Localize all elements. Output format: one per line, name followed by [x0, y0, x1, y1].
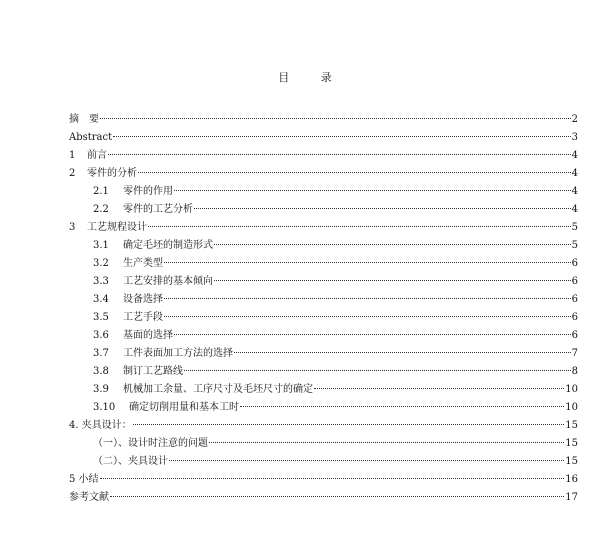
toc-entry[interactable]	[93, 400, 578, 416]
toc-entry-label: 机械加工余量、工序尺寸及毛坯尺寸的确定	[123, 384, 313, 395]
toc-entry-label: 摘 要	[69, 114, 99, 125]
toc-entry[interactable]	[69, 112, 578, 128]
toc-entry-number: 3.8	[93, 366, 109, 377]
toc-entry-label: 参考文献	[69, 492, 109, 503]
toc-entry[interactable]	[93, 310, 578, 326]
toc-entry[interactable]	[93, 202, 578, 218]
toc-entry-label: 确定切削用量和基本工时	[129, 402, 239, 413]
leader-dots	[113, 136, 570, 137]
toc-entry-number: 2.1	[93, 186, 109, 197]
toc-entry-number: 3.4	[93, 294, 109, 305]
toc-entry[interactable]	[93, 328, 578, 344]
toc-entry-page: 15	[565, 420, 578, 431]
toc-entry[interactable]	[93, 274, 578, 290]
toc-entry-number: 3.9	[93, 384, 109, 395]
toc-entry-number: 3.7	[93, 348, 109, 359]
toc-entry-label: 工件表面加工方法的选择	[123, 348, 233, 359]
toc-entry-label: 工艺规程设计	[87, 222, 147, 233]
toc-entry-label: 零件的分析	[87, 168, 137, 179]
leader-dots	[100, 118, 571, 119]
toc-entry-page: 6	[571, 294, 578, 305]
toc-title: 目 录	[278, 71, 346, 84]
leader-dots	[110, 496, 564, 497]
leader-dots	[148, 226, 571, 227]
toc-entry[interactable]	[93, 292, 578, 308]
toc-entry[interactable]	[93, 346, 578, 362]
toc-entry-page: 6	[571, 312, 578, 323]
toc-entry-page: 6	[571, 276, 578, 287]
toc-entry[interactable]	[93, 238, 578, 254]
leader-dots	[108, 154, 571, 155]
toc-entry-label: （一）、设计时注意的问题	[93, 438, 208, 449]
leader-dots	[214, 244, 571, 245]
toc-entry[interactable]	[69, 220, 578, 236]
toc-entry[interactable]	[69, 148, 578, 164]
toc-entry[interactable]	[93, 256, 578, 272]
toc-entry-page: 10	[565, 402, 578, 413]
leader-dots	[209, 442, 564, 443]
toc-entry[interactable]	[69, 130, 578, 146]
leader-dots	[133, 424, 565, 425]
toc-entry-page: 6	[571, 258, 578, 269]
toc-entry-number: 3.3	[93, 276, 109, 287]
toc-entry-number: 3.5	[93, 312, 109, 323]
toc-entry-page: 16	[565, 474, 578, 485]
toc-entry-number: 3.6	[93, 330, 109, 341]
toc-entry-page: 4	[571, 204, 578, 215]
leader-dots	[314, 388, 564, 389]
toc-entry-label: 前言	[87, 150, 107, 161]
toc-entry[interactable]	[93, 382, 578, 398]
toc-entry-number: 3.1	[93, 240, 109, 251]
leader-dots	[174, 190, 571, 191]
toc-entry[interactable]	[93, 454, 578, 470]
toc-entry-page: 4	[571, 150, 578, 161]
toc-entry-page: 2	[571, 114, 578, 125]
toc-entry-label: 4. 夹具设计：	[69, 420, 132, 431]
toc-entry-number: 1	[69, 150, 76, 161]
toc-entry-label: 工艺安排的基本倾向	[123, 276, 213, 287]
toc-entry-page: 7	[571, 348, 578, 359]
leader-dots	[174, 334, 571, 335]
toc-entry-page: 17	[565, 492, 578, 503]
toc-entry[interactable]	[69, 418, 578, 434]
toc-entry-label: 5 小结	[69, 474, 99, 485]
toc-entry[interactable]	[69, 490, 578, 506]
toc-entry-number: 2	[69, 168, 76, 179]
toc-entry-page: 6	[571, 330, 578, 341]
leader-dots	[194, 208, 571, 209]
toc-entry-label: 基面的选择	[123, 330, 173, 341]
leader-dots	[214, 280, 571, 281]
toc-entry-page: 15	[565, 456, 578, 467]
toc-entry-page: 10	[565, 384, 578, 395]
leader-dots	[164, 316, 571, 317]
toc-entry-label: 设备选择	[123, 294, 163, 305]
toc-entry-page: 5	[571, 240, 578, 251]
toc-entry-label: 工艺手段	[123, 312, 163, 323]
toc-entry-page: 15	[565, 438, 578, 449]
toc-entry-label: 确定毛坯的制造形式	[123, 240, 213, 251]
leader-dots	[100, 478, 565, 479]
toc-entry-label: 零件的工艺分析	[123, 204, 193, 215]
toc-entry-label: 生产类型	[123, 258, 163, 269]
toc-entry[interactable]	[93, 184, 578, 200]
leader-dots	[138, 172, 571, 173]
leader-dots	[184, 370, 571, 371]
leader-dots	[164, 262, 571, 263]
toc-entry-label: Abstract	[69, 132, 113, 143]
toc-entry-number: 3.2	[93, 258, 109, 269]
leader-dots	[240, 406, 564, 407]
toc-entry[interactable]	[69, 472, 578, 488]
leader-dots	[234, 352, 571, 353]
toc-entry-number: 2.2	[93, 204, 109, 215]
toc-entry-number: 3.10	[93, 402, 116, 413]
toc-entry-label: 零件的作用	[123, 186, 173, 197]
toc-entry-page: 8	[571, 366, 578, 377]
leader-dots	[164, 298, 571, 299]
toc-entry-number: 3	[69, 222, 76, 233]
toc-entry[interactable]	[69, 166, 578, 182]
toc-entry-page: 4	[571, 168, 578, 179]
toc-entry[interactable]	[93, 364, 578, 380]
toc-entry[interactable]	[93, 436, 578, 452]
toc-entry-page: 4	[571, 186, 578, 197]
toc-entry-page: 3	[571, 132, 578, 143]
toc-entry-page: 5	[571, 222, 578, 233]
toc-entry-label: （二）、夹具设计	[93, 456, 168, 467]
toc-entry-label: 制订工艺路线	[123, 366, 183, 377]
leader-dots	[169, 460, 564, 461]
